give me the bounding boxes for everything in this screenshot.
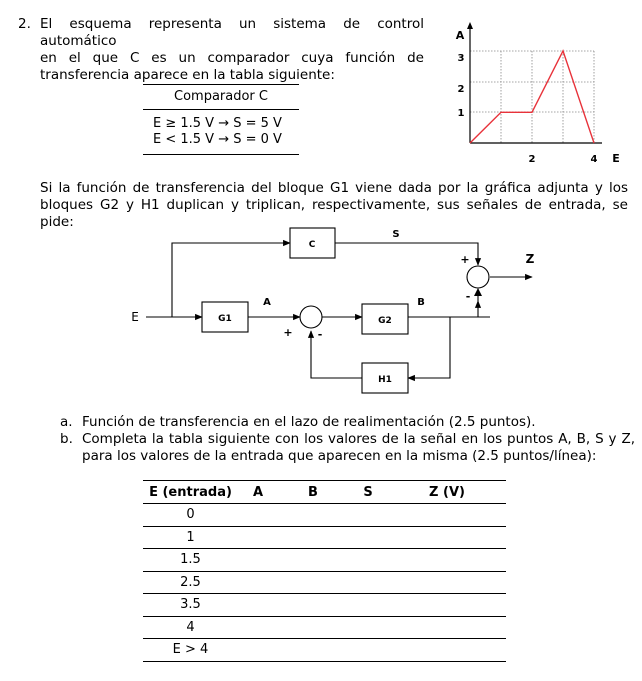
cell-a[interactable] bbox=[238, 616, 278, 639]
sum2-minus-sign: - bbox=[465, 290, 471, 303]
signal-b-label: B bbox=[417, 297, 425, 308]
answer-table-header bbox=[143, 481, 506, 504]
cell-z[interactable] bbox=[388, 594, 506, 617]
cell-b[interactable] bbox=[278, 526, 348, 549]
cell-s[interactable] bbox=[348, 504, 388, 527]
graph-y-axis-label: A bbox=[455, 29, 465, 42]
cell-b[interactable] bbox=[278, 549, 348, 572]
signal-e-label: E bbox=[131, 310, 139, 324]
cell-z[interactable] bbox=[388, 616, 506, 639]
cell-b[interactable] bbox=[278, 571, 348, 594]
intro-line-2: en el que C es un comparador cuya función de bbox=[40, 50, 424, 66]
item-b-line-1: Completa la tabla siguiente con los valores de la señal en los puntos A, B, S y Z, bbox=[82, 431, 635, 447]
header-b: B bbox=[278, 481, 348, 504]
header-z: Z (V) bbox=[388, 481, 506, 504]
cell-z[interactable] bbox=[388, 526, 506, 549]
item-a bbox=[60, 414, 635, 431]
graph-y-tick-1: 1 bbox=[457, 108, 465, 119]
table-row bbox=[143, 571, 506, 594]
cell-b[interactable] bbox=[278, 504, 348, 527]
comparator-rule-2: E < 1.5 V → S = 0 V bbox=[153, 132, 282, 147]
sum2-plus-sign: + bbox=[460, 253, 470, 266]
block-g1-label: G1 bbox=[218, 314, 232, 324]
cell-b[interactable] bbox=[278, 616, 348, 639]
cell-z[interactable] bbox=[388, 549, 506, 572]
signal-a-label: A bbox=[263, 297, 271, 308]
row-e-value: 1 bbox=[143, 526, 238, 549]
cell-s[interactable] bbox=[348, 571, 388, 594]
block-g2-label: G2 bbox=[378, 316, 392, 326]
sum1-plus-sign: + bbox=[283, 326, 293, 339]
intro-line-1: El esquema representa un sistema de control automático bbox=[40, 16, 424, 49]
block-c-label: C bbox=[308, 240, 316, 250]
cell-a[interactable] bbox=[238, 526, 278, 549]
cell-a[interactable] bbox=[238, 639, 278, 662]
row-e-value: 3.5 bbox=[143, 594, 238, 617]
signal-s-label: S bbox=[392, 229, 400, 240]
signal-z-label: Z bbox=[525, 252, 535, 266]
block-diagram bbox=[120, 218, 570, 396]
cell-z[interactable] bbox=[388, 639, 506, 662]
table-row bbox=[143, 504, 506, 527]
cell-a[interactable] bbox=[238, 571, 278, 594]
comparator-header: Comparador C bbox=[174, 89, 268, 104]
cell-b[interactable] bbox=[278, 594, 348, 617]
table-row bbox=[143, 549, 506, 572]
cell-z[interactable] bbox=[388, 571, 506, 594]
answer-table bbox=[143, 480, 506, 662]
cell-b[interactable] bbox=[278, 639, 348, 662]
question-items bbox=[60, 414, 635, 465]
comparator-table bbox=[143, 84, 299, 155]
graph-x-tick-4: 4 bbox=[590, 154, 598, 165]
question-intro bbox=[40, 16, 424, 84]
cell-a[interactable] bbox=[238, 594, 278, 617]
comparator-rule-1: E ≥ 1.5 V → S = 5 V bbox=[153, 116, 282, 131]
row-e-value: 4 bbox=[143, 616, 238, 639]
row-e-value: 0 bbox=[143, 504, 238, 527]
cell-s[interactable] bbox=[348, 639, 388, 662]
table-row bbox=[143, 639, 506, 662]
item-b-label: b. bbox=[60, 431, 73, 447]
table-row bbox=[143, 526, 506, 549]
cell-s[interactable] bbox=[348, 594, 388, 617]
item-a-label: a. bbox=[60, 414, 73, 430]
intro-line-3: transferencia aparece en la tabla siguiente: bbox=[40, 67, 335, 83]
row-e-value: 2.5 bbox=[143, 571, 238, 594]
graph-x-axis-label: E bbox=[612, 152, 620, 165]
table-row bbox=[143, 616, 506, 639]
table-row bbox=[143, 594, 506, 617]
cell-s[interactable] bbox=[348, 616, 388, 639]
row-e-value: 1.5 bbox=[143, 549, 238, 572]
header-s: S bbox=[348, 481, 388, 504]
cell-z[interactable] bbox=[388, 504, 506, 527]
paragraph-line-2: bloques G2 y H1 duplican y triplican, respectivamente, sus señales de entrada, se pide: bbox=[40, 197, 628, 230]
cell-s[interactable] bbox=[348, 549, 388, 572]
block-h1-label: H1 bbox=[378, 375, 392, 385]
paragraph-line-1: Si la función de transferencia del bloque G1 viene dada por la gráfica adjunta y los bbox=[40, 180, 628, 196]
header-e: E (entrada) bbox=[143, 481, 238, 504]
graph-x-tick-2: 2 bbox=[528, 154, 536, 165]
graph-y-tick-2: 2 bbox=[457, 84, 465, 95]
sum1-minus-sign: - bbox=[317, 328, 323, 341]
question-number: 2. bbox=[18, 16, 31, 32]
item-b bbox=[60, 431, 635, 465]
item-a-line-1: Función de transferencia en el lazo de realimentación (2.5 puntos). bbox=[82, 414, 536, 430]
cell-a[interactable] bbox=[238, 549, 278, 572]
cell-s[interactable] bbox=[348, 526, 388, 549]
cell-a[interactable] bbox=[238, 504, 278, 527]
g1-transfer-graph bbox=[438, 18, 628, 168]
row-e-value: E > 4 bbox=[143, 639, 238, 662]
header-a: A bbox=[238, 481, 278, 504]
graph-y-tick-3: 3 bbox=[457, 53, 465, 64]
item-b-line-2: para los valores de la entrada que aparecen en la misma (2.5 puntos/línea): bbox=[82, 448, 597, 464]
